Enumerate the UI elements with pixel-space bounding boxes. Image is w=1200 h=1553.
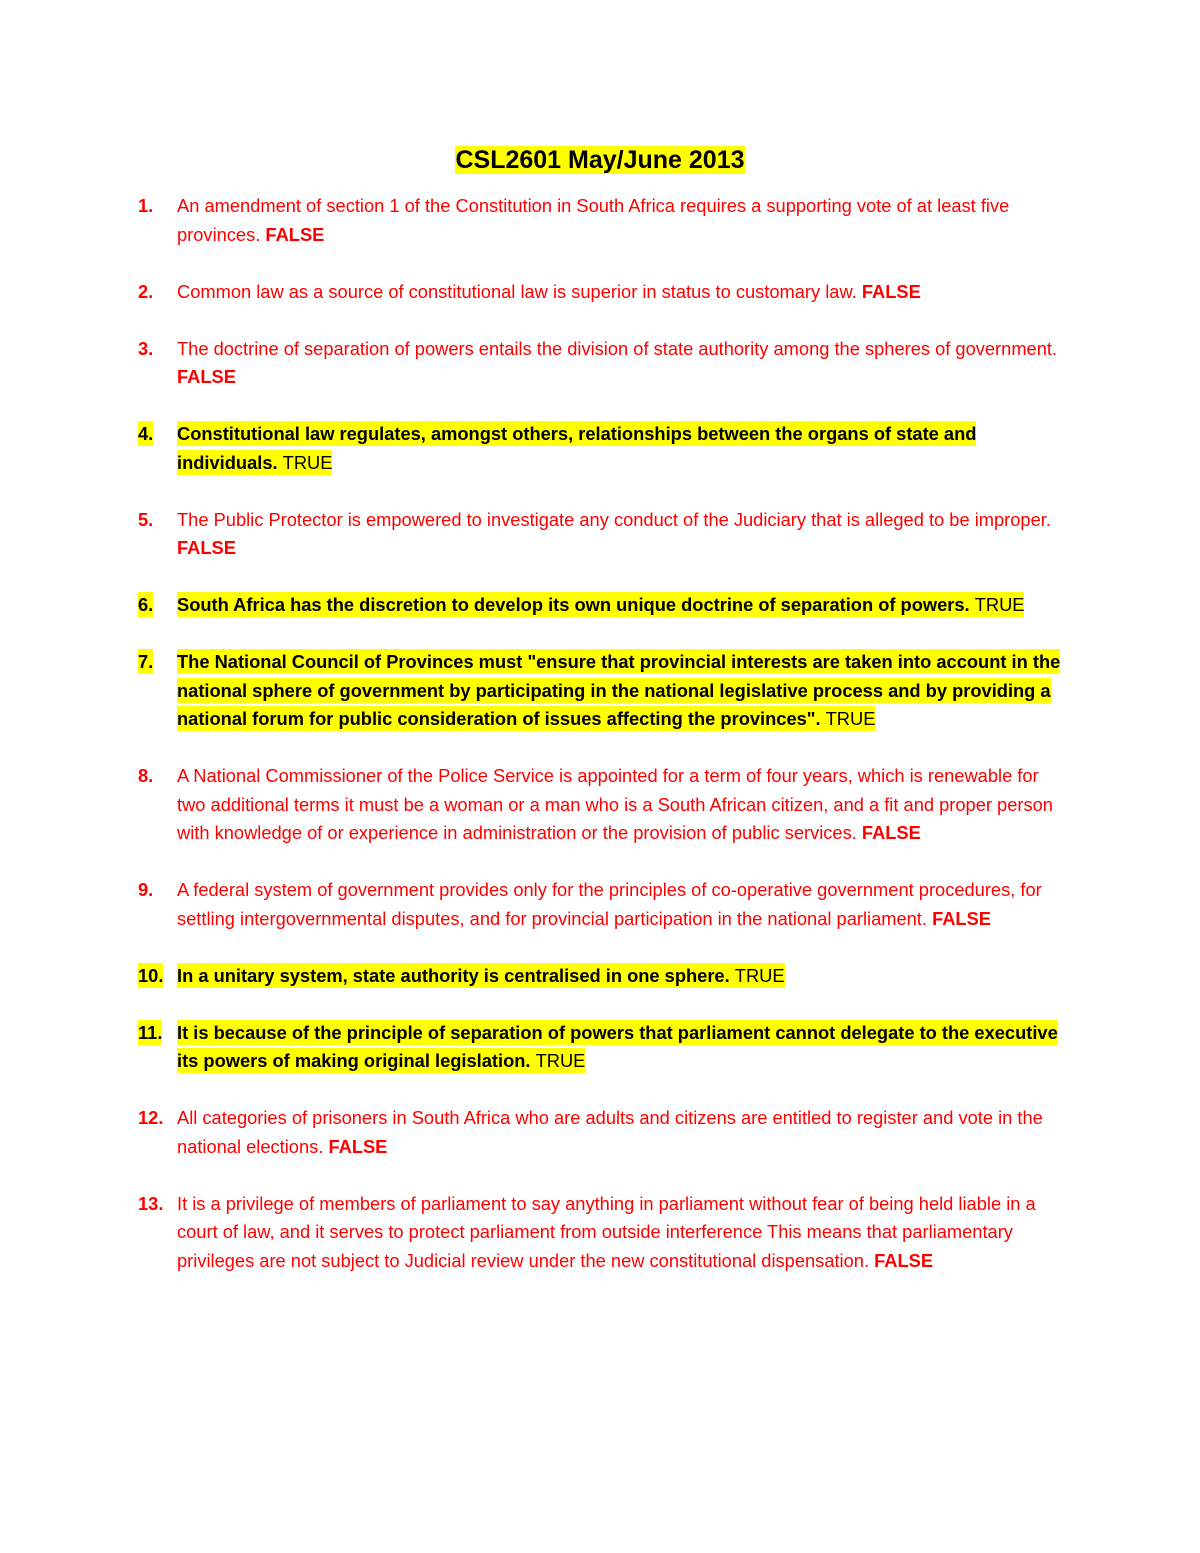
question-item <box>138 762 1068 848</box>
question-body <box>177 420 1068 477</box>
question-item <box>138 876 1068 933</box>
question-text: In a unitary system, state authority is centralised in one sphere. <box>177 964 730 986</box>
question-answer: FALSE <box>328 1135 388 1157</box>
question-answer: TRUE <box>734 964 785 986</box>
question-list <box>138 192 1068 1304</box>
question-answer: TRUE <box>825 708 876 729</box>
question-text: The Public Protector is empowered to investigate any conduct of the Judiciary that is alleged to be improper. <box>177 508 1051 530</box>
question-text: A National Commissioner of the Police Service is appointed for a term of four years, which is renewable for two additional terms it must be a woman or a man who is a South African citizen, and a fit and proper person with knowledge of or experience in administration or the provision of public services. <box>177 765 1053 843</box>
question-text: An amendment of section 1 of the Constitution in South Africa requires a supporting vote of at least five provinces. <box>177 195 1010 245</box>
question-body <box>177 278 1068 307</box>
question-number: 8. <box>138 765 154 786</box>
question-item <box>138 420 1068 477</box>
question-item <box>138 335 1068 392</box>
question-body <box>177 762 1068 848</box>
question-item <box>138 1019 1068 1076</box>
question-answer: FALSE <box>874 1249 934 1271</box>
question-body <box>177 1104 1068 1161</box>
question-body <box>177 1190 1068 1276</box>
question-text: The doctrine of separation of powers entails the division of state authority among the spheres of government. <box>177 337 1058 359</box>
question-item <box>138 1104 1068 1161</box>
question-number: 7. <box>138 651 154 672</box>
question-item <box>138 962 1068 991</box>
question-number: 11. <box>138 1021 163 1043</box>
question-answer: TRUE <box>282 451 333 473</box>
question-number: 13. <box>138 1192 164 1214</box>
question-answer: TRUE <box>535 1050 586 1071</box>
question-number: 3. <box>138 337 154 359</box>
question-item <box>138 506 1068 563</box>
question-body <box>177 876 1068 933</box>
page-title: CSL2601 May/June 2013 <box>455 146 745 174</box>
question-answer: FALSE <box>177 537 236 558</box>
question-body <box>177 1019 1068 1076</box>
question-item <box>138 278 1068 307</box>
title-wrap <box>0 143 1200 177</box>
question-number: 6. <box>138 594 154 615</box>
question-answer: TRUE <box>974 594 1025 615</box>
question-body <box>177 648 1068 734</box>
question-answer: FALSE <box>177 366 236 387</box>
question-number: 4. <box>138 423 154 444</box>
question-number: 12. <box>138 1107 164 1128</box>
question-text: Constitutional law regulates, amongst others, relationships between the organs of state and individuals. <box>177 423 977 473</box>
question-number: 5. <box>138 508 154 530</box>
question-text: All categories of prisoners in South Africa who are adults and citizens are entitled to register and vote in the national elections. <box>177 1107 1043 1157</box>
question-text: The National Council of Provinces must "ensure that provincial interests are taken into account in the national sphere of government by participating in the national legislative process and by providing a national forum for public consideration of issues affecting the provinces". <box>177 651 1061 729</box>
question-text: A federal system of government provides only for the principles of co-operative government procedures, for settling intergovernmental disputes, and for provincial participation in the national parliament. <box>177 879 1042 929</box>
question-text: It is because of the principle of separation of powers that parliament cannot delegate to the executive its powers of making original legislation. <box>177 1021 1058 1071</box>
question-body <box>177 962 1068 991</box>
question-number: 10. <box>138 964 164 986</box>
question-body <box>177 506 1068 563</box>
question-text: It is a privilege of members of parliament to say anything in parliament without fear of being held liable in a court of law, and it serves to protect parliament from outside interference This means that parliamentary privileges are not subject to Judicial review under the new constitutional dispensation. <box>177 1192 1036 1271</box>
question-body <box>177 192 1068 249</box>
question-answer: FALSE <box>861 280 921 302</box>
question-answer: FALSE <box>861 822 921 843</box>
question-text: South Africa has the discretion to develop its own unique doctrine of separation of powers. <box>177 594 970 615</box>
question-number: 2. <box>138 280 154 302</box>
question-number: 9. <box>138 879 154 900</box>
question-number: 1. <box>138 195 154 216</box>
question-item <box>138 192 1068 249</box>
question-text: Common law as a source of constitutional law is superior in status to customary law. <box>177 280 857 302</box>
question-item <box>138 1190 1068 1276</box>
question-item <box>138 591 1068 620</box>
question-body <box>177 335 1068 392</box>
question-answer: FALSE <box>265 223 325 245</box>
question-answer: FALSE <box>932 907 991 929</box>
question-body <box>177 591 1068 620</box>
question-item <box>138 648 1068 734</box>
